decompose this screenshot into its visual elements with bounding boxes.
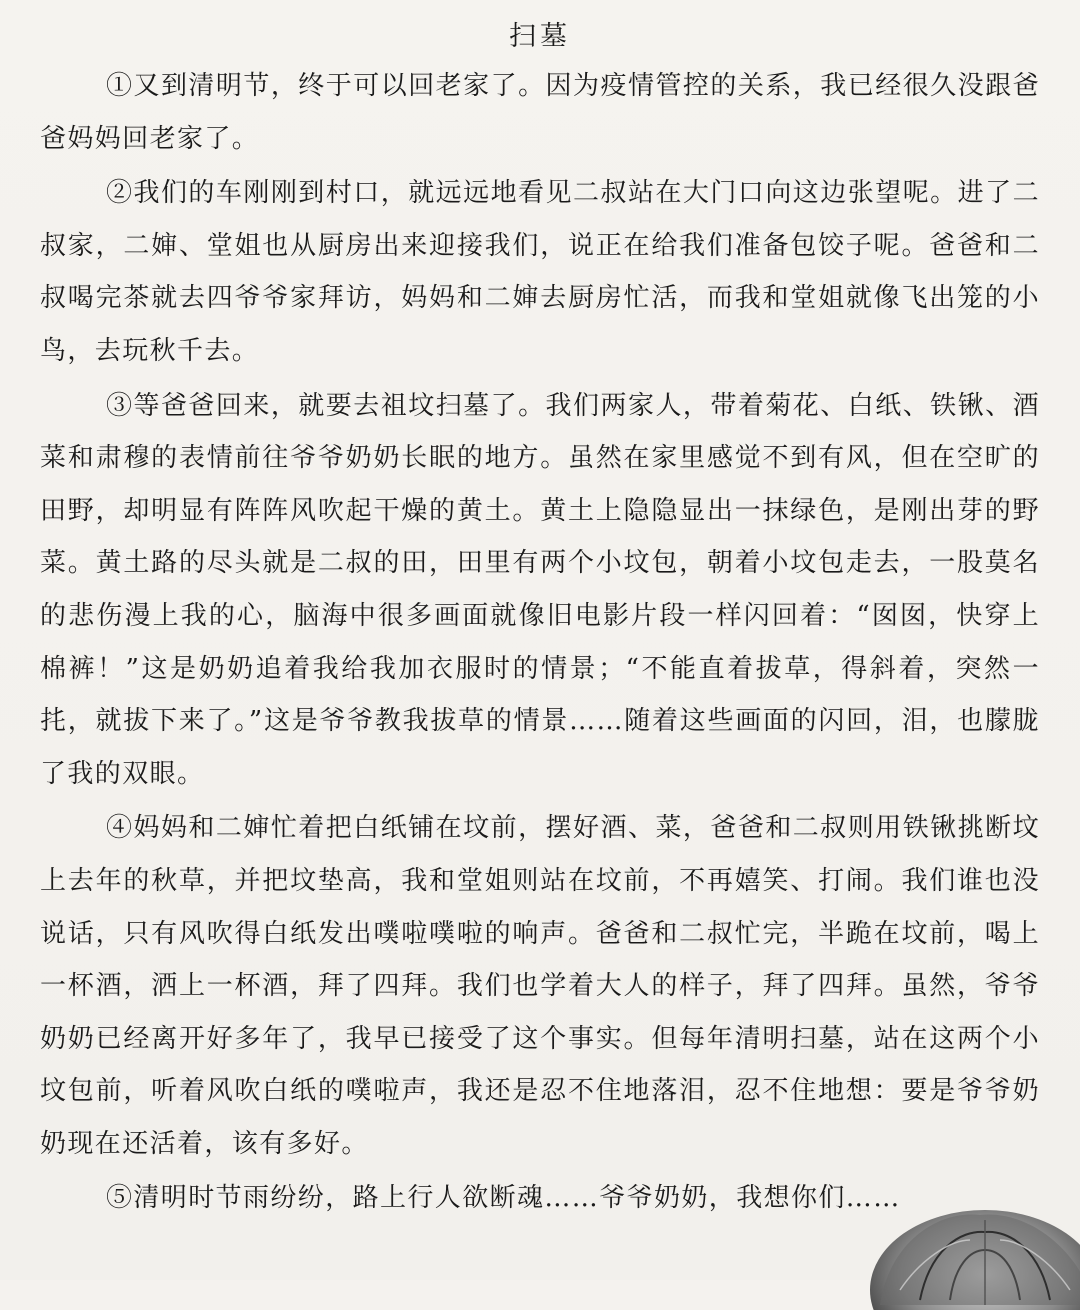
- paragraph-1: ①又到清明节，终于可以回老家了。因为疫情管控的关系，我已经很久没跟爸爸妈妈回老家了。: [40, 71, 1040, 154]
- paragraph-3: ③等爸爸回来，就要去祖坟扫墓了。我们两家人，带着菊花、白纸、铁锹、酒菜和肃穆的表情前往爷爷奶奶长眠的地方。虽然在家里感觉不到有风，但在空旷的田野，却明显有阵阵风吹起干燥的黄土。黄土上隐隐显出一抹绿色，是刚出芽的野菜。黄土路的尽头就是二叔的田，田里有两个小坟包，朝着小坟包走去，一股莫名的悲伤漫上我的心，脑海中很多画面就像旧电影片段一样闪回着：“囡囡，快穿上棉裤！”这是奶奶追着我给我加衣服时的情景；“不能直着拔草，得斜着，突然一扥，就拔下来了。”这是爷爷教我拔草的情景……随着这些画面的闪回，泪，也朦胧了我的双眼。: [40, 390, 1040, 789]
- cabbage-icon: [860, 1180, 1080, 1310]
- paragraph-2: ②我们的车刚刚到村口，就远远地看见二叔站在大门口向这边张望呢。进了二叔家，二婶、堂姐也从厨房出来迎接我们，说正在给我们准备包饺子呢。爸爸和二叔喝完茶就去四爷爷家拜访，妈妈和二婶去厨房忙活，而我和堂姐就像飞出笼的小鸟，去玩秋千去。: [40, 178, 1040, 366]
- paragraph-5: ⑤清明时节雨纷纷，路上行人欲断魂……爷爷奶奶，我想你们……: [106, 1183, 901, 1214]
- paragraph-4: ④妈妈和二婶忙着把白纸铺在坟前，摆好酒、菜，爸爸和二叔则用铁锹挑断坟上去年的秋草，并把坟垫高，我和堂姐则站在坟前，不再嬉笑、打闹。我们谁也没说话，只有风吹得白纸发出噗啦噗啦的响声。爸爸和二叔忙完，半跪在坟前，喝上一杯酒，洒上一杯酒，拜了四拜。我们也学着大人的样子，拜了四拜。虽然，爷爷奶奶已经离开好多年了，我早已接受了这个事实。但每年清明扫墓，站在这两个小坟包前，听着风吹白纸的噗啦声，我还是忍不住地落泪，忍不住地想：要是爷爷奶奶现在还活着，该有多好。: [40, 813, 1040, 1159]
- article-body: [40, 60, 1040, 1227]
- article-title: 扫墓: [509, 21, 571, 52]
